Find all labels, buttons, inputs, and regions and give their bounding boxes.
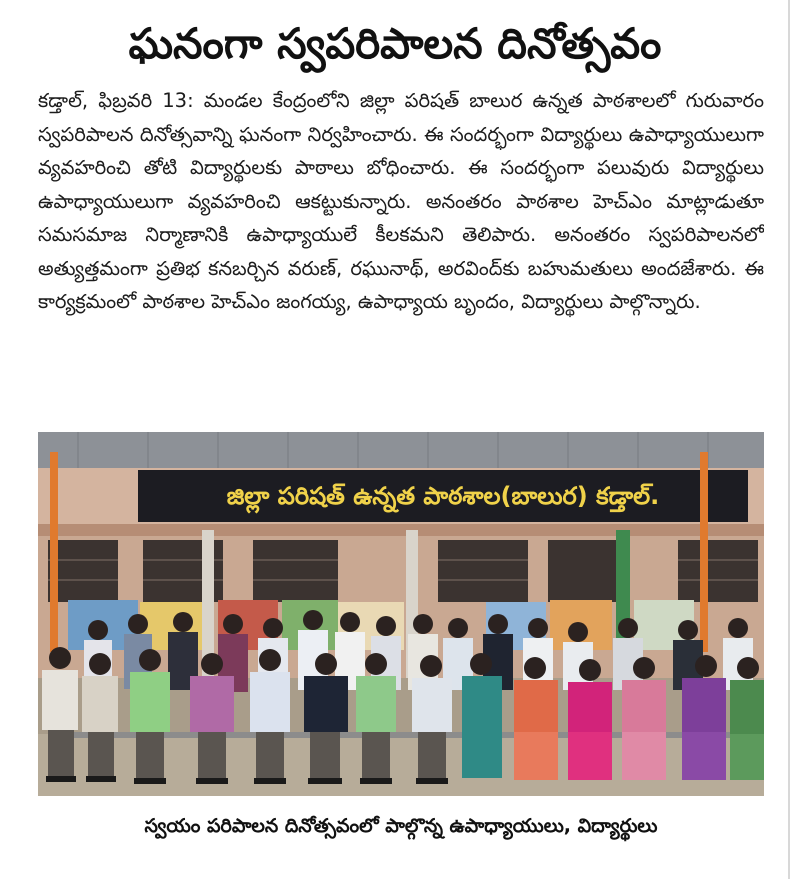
clipping-edge xyxy=(788,0,790,879)
article-headline: ఘనంగా స్వపరిపాలన దినోత్సవం xyxy=(128,19,662,68)
photo-caption: స్వయం పరిపాలన దినోత్సవంలో పాల్గొన్న ఉపాధ్యాయులు, విద్యార్థులు xyxy=(144,815,658,837)
article-body: కడ్తాల్, ఫిబ్రవరి 13: మండల కేంద్రంలోని జిల్లా పరిషత్ బాలుర ఉన్నత పాఠశాలలో గురువారం స్వపరిపాలన దినోత్సవాన్ని ఘనంగా నిర్వహించారు. ఈ సందర్భంగా విద్యార్థులు ఉపాధ్యాయులుగా వ్యవహరించి తోటి విద్యార్థులకు పాఠాలు బోధించారు. ఈ సందర్భంగా పలువురు విద్యార్థులు ఉపాధ్యాయులుగా వ్యవహరించి ఆకట్టుకున్నారు. అనంతరం పాఠశాల హెచ్‌ఎం మాట్లాడుతూ సమసమాజ నిర్మాణానికి ఉపాధ్యాయులే కీలకమని తెలిపారు. అనంతరం స్వపరిపాలనలో అత్యుత్తమంగా ప్రతిభ కనబర్చిన వరుణ్, రఘునాథ్, అరవింద్‌కు బహుమతులు అందజేశారు. ఈ కార్యక్రమంలో పాఠశాల హెచ్‌ఎం జంగయ్య, ఉపాధ్యాయ బృందం, విద్యార్థులు పాల్గొన్నారు. xyxy=(38,89,764,313)
school-group-photo xyxy=(38,432,764,796)
school-name-board-text: జిల్లా పరిషత్ ఉన్నత పాఠశాల(బాలుర) కడ్తాల్. xyxy=(226,482,660,510)
news-photo xyxy=(38,432,764,796)
